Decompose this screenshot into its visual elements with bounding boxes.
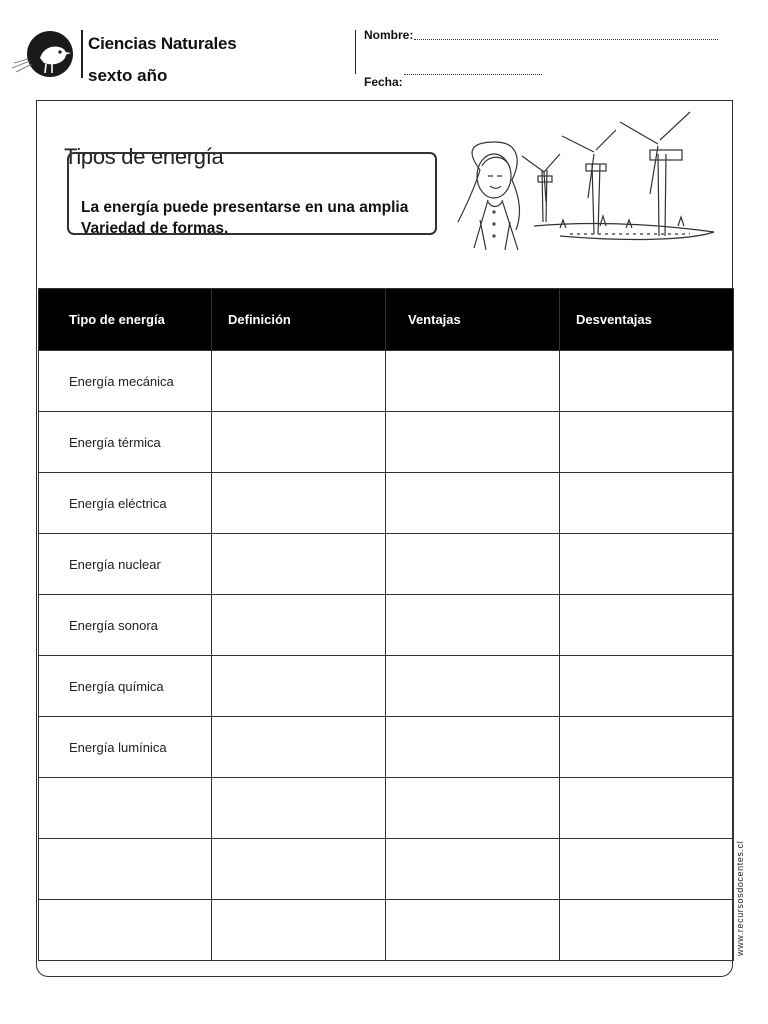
advantages-cell[interactable] — [386, 412, 560, 473]
energy-type-label: Energía eléctrica — [69, 495, 167, 511]
disadvantages-cell[interactable] — [560, 412, 734, 473]
energy-type-label: Energía lumínica — [69, 739, 167, 755]
header-cell — [560, 289, 734, 351]
table-row — [39, 412, 734, 473]
advantages-cell[interactable] — [386, 656, 560, 717]
header-label: Desventajas — [576, 312, 652, 327]
grade-label: sexto año — [88, 66, 168, 85]
definition-cell[interactable] — [212, 473, 386, 534]
worksheet-title: Tipos de energía — [64, 144, 224, 169]
definition-cell[interactable] — [212, 412, 386, 473]
advantages-cell[interactable] — [386, 595, 560, 656]
energy-type-cell — [39, 351, 212, 412]
energy-type-cell[interactable] — [39, 839, 212, 900]
header-cell — [39, 289, 212, 351]
definition-cell[interactable] — [212, 351, 386, 412]
energy-type-cell — [39, 412, 212, 473]
definition-cell[interactable] — [212, 778, 386, 839]
table-row — [39, 351, 734, 412]
header-cell — [212, 289, 386, 351]
table-row — [39, 839, 734, 900]
disadvantages-cell[interactable] — [560, 595, 734, 656]
energy-type-cell — [39, 717, 212, 778]
energy-type-label: Energía nuclear — [69, 556, 161, 572]
table-row — [39, 473, 734, 534]
header-cell — [386, 289, 560, 351]
energy-type-label: Energía térmica — [69, 434, 161, 450]
disadvantages-cell[interactable] — [560, 778, 734, 839]
disadvantages-cell[interactable] — [560, 839, 734, 900]
intro-text — [81, 197, 426, 239]
date-field[interactable] — [404, 74, 542, 75]
intro-line-1: La energía puede presentarse en una amplia — [81, 199, 409, 216]
table-row — [39, 900, 734, 961]
table-row — [39, 778, 734, 839]
disadvantages-cell[interactable] — [560, 717, 734, 778]
header-label: Tipo de energía — [69, 312, 165, 327]
name-field[interactable] — [414, 39, 718, 40]
disadvantages-cell[interactable] — [560, 534, 734, 595]
advantages-cell[interactable] — [386, 534, 560, 595]
intro-line-2: Variedad de formas. — [81, 220, 229, 237]
definition-cell[interactable] — [212, 656, 386, 717]
website-credit: www.recursosdocentes.cl — [735, 840, 745, 956]
disadvantages-cell[interactable] — [560, 656, 734, 717]
girl-wind-turbines-illustration — [450, 110, 718, 256]
energy-type-cell — [39, 656, 212, 717]
header-divider — [81, 30, 83, 78]
table-row — [39, 595, 734, 656]
bird-logo — [10, 28, 76, 80]
energy-type-cell — [39, 473, 212, 534]
advantages-cell[interactable] — [386, 839, 560, 900]
definition-cell[interactable] — [212, 900, 386, 961]
header-label: Definición — [228, 312, 291, 327]
disadvantages-cell[interactable] — [560, 473, 734, 534]
energy-type-label: Energía mecánica — [69, 373, 174, 389]
disadvantages-cell[interactable] — [560, 351, 734, 412]
date-label: Fecha: — [364, 75, 403, 89]
name-label: Nombre: — [364, 28, 414, 42]
table-row — [39, 717, 734, 778]
energy-type-label: Energía sonora — [69, 617, 158, 633]
table-row — [39, 656, 734, 717]
table-row — [39, 534, 734, 595]
advantages-cell[interactable] — [386, 473, 560, 534]
advantages-cell[interactable] — [386, 900, 560, 961]
advantages-cell[interactable] — [386, 351, 560, 412]
advantages-cell[interactable] — [386, 717, 560, 778]
definition-cell[interactable] — [212, 595, 386, 656]
energy-table — [38, 288, 734, 961]
header-divider-2 — [355, 30, 356, 74]
energy-type-cell — [39, 534, 212, 595]
energy-type-label: Energía química — [69, 678, 164, 694]
energy-type-cell[interactable] — [39, 900, 212, 961]
energy-type-cell[interactable] — [39, 778, 212, 839]
table-header-row — [39, 289, 734, 351]
advantages-cell[interactable] — [386, 778, 560, 839]
header-label: Ventajas — [408, 312, 461, 327]
definition-cell[interactable] — [212, 839, 386, 900]
subject-title: Ciencias Naturales — [88, 34, 237, 53]
disadvantages-cell[interactable] — [560, 900, 734, 961]
definition-cell[interactable] — [212, 717, 386, 778]
energy-type-cell — [39, 595, 212, 656]
definition-cell[interactable] — [212, 534, 386, 595]
